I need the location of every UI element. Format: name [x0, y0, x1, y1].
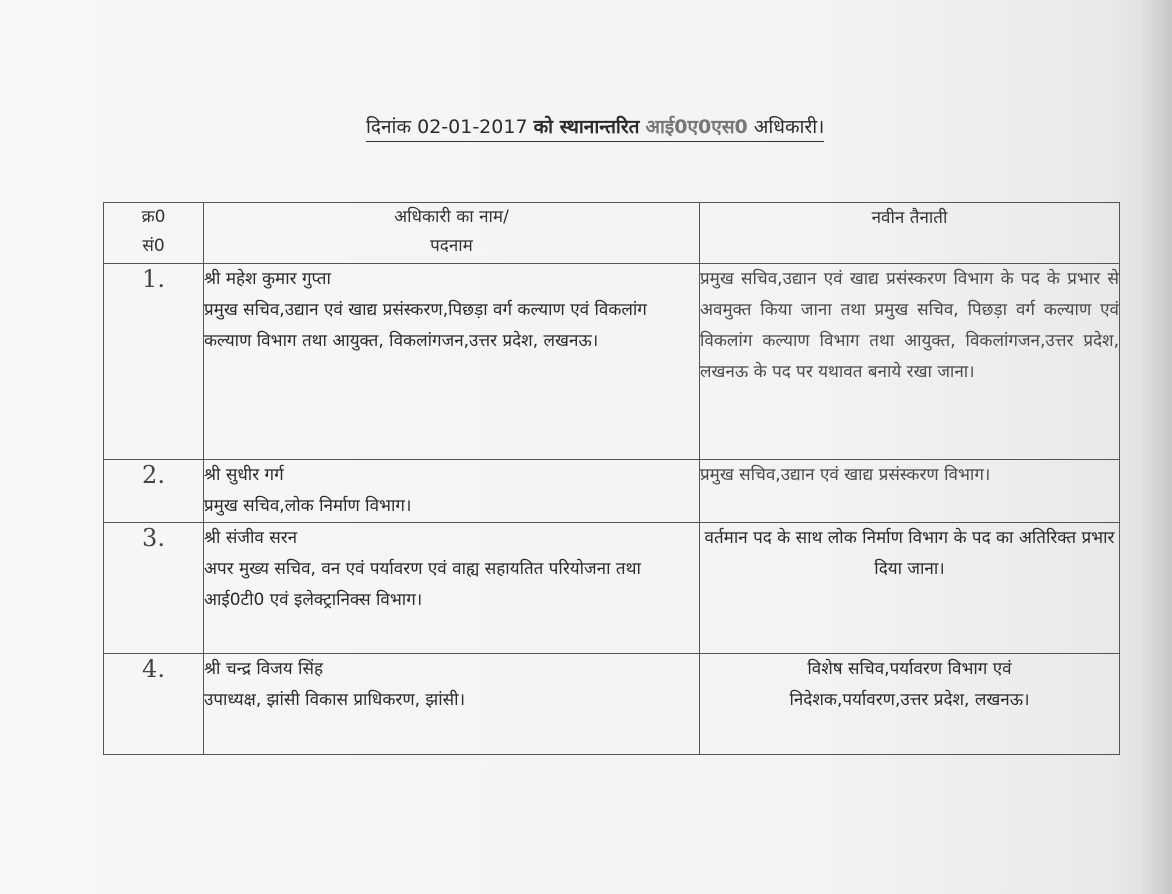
- title-ias: आई0ए0एस0: [645, 116, 748, 138]
- header-posting-label: नवीन तैनाती: [871, 208, 948, 228]
- row-officer: [204, 523, 700, 654]
- row-serial: 4.: [104, 654, 204, 755]
- row-posting: प्रमुख सचिव,उद्यान एवं खाद्य प्रसंस्करण विभाग के पद के प्रभार से अवमुक्त किया जाना तथा प्रमुख सचिव, पिछड़ा वर्ग कल्याण एवं विकलांग कल्याण विभाग तथा आयुक्त, विकलांगजन,उत्तर प्रदेश, लखनऊ के पद पर यथावत बनाये रखा जाना।: [700, 264, 1120, 460]
- officer-name: श्री सुधीर गर्ग: [204, 465, 284, 485]
- row-serial: 2.: [104, 460, 204, 523]
- table-row: [104, 654, 1120, 755]
- posting-line2: निदेशक,पर्यावरण,उत्तर प्रदेश, लखनऊ।: [789, 690, 1030, 710]
- posting-line1: विशेष सचिव,पर्यावरण विभाग एवं: [807, 659, 1012, 679]
- table-row: [104, 523, 1120, 654]
- row-posting: [700, 654, 1120, 755]
- table-row: [104, 264, 1120, 460]
- table-row: [104, 460, 1120, 523]
- row-officer: [204, 264, 700, 460]
- title-transferred: को स्थानान्तरित: [533, 116, 640, 138]
- header-serial-line1: क्र0: [141, 207, 166, 227]
- title-officers: अधिकारी।: [753, 116, 825, 138]
- row-posting: वर्तमान पद के साथ लोक निर्माण विभाग के पद का अतिरिक्त प्रभार दिया जाना।: [700, 523, 1120, 654]
- row-serial: 3.: [104, 523, 204, 654]
- header-name-line2: पदनाम: [430, 236, 473, 256]
- officer-designation: उपाध्यक्ष, झांसी विकास प्राधिकरण, झांसी।: [204, 690, 466, 710]
- title-date: दिनांक 02-01-2017: [366, 116, 528, 138]
- officer-name: श्री महेश कुमार गुप्ता: [204, 269, 331, 289]
- header-name-line1: अधिकारी का नाम/: [394, 207, 509, 227]
- header-new-posting: [700, 203, 1120, 264]
- row-officer: [204, 460, 700, 523]
- header-serial-line2: सं0: [142, 236, 165, 256]
- officer-designation: अपर मुख्य सचिव, वन एवं पर्यावरण एवं वाह्य सहायतित परियोजना तथा आई0टी0 एवं इलेक्ट्रानिक्स विभाग।: [204, 559, 641, 610]
- officer-designation: प्रमुख सचिव,लोक निर्माण विभाग।: [204, 496, 412, 516]
- row-officer: [204, 654, 700, 755]
- table-header-row: [104, 203, 1120, 264]
- transfer-table: [103, 202, 1120, 755]
- scan-edge-shadow: [1142, 0, 1172, 894]
- header-serial: [104, 203, 204, 264]
- officer-name: श्री संजीव सरन: [204, 528, 298, 548]
- document-title: [366, 114, 824, 142]
- officer-designation: प्रमुख सचिव,उद्यान एवं खाद्य प्रसंस्करण,पिछड़ा वर्ग कल्याण एवं विकलांग कल्याण विभाग तथा आयुक्त, विकलांगजन,उत्तर प्रदेश, लखनऊ।: [204, 300, 647, 351]
- row-posting: प्रमुख सचिव,उद्यान एवं खाद्य प्रसंस्करण विभाग।: [700, 460, 1120, 523]
- officer-name: श्री चन्द्र विजय सिंह: [204, 659, 323, 679]
- header-officer-name: [204, 203, 700, 264]
- row-serial: 1.: [104, 264, 204, 460]
